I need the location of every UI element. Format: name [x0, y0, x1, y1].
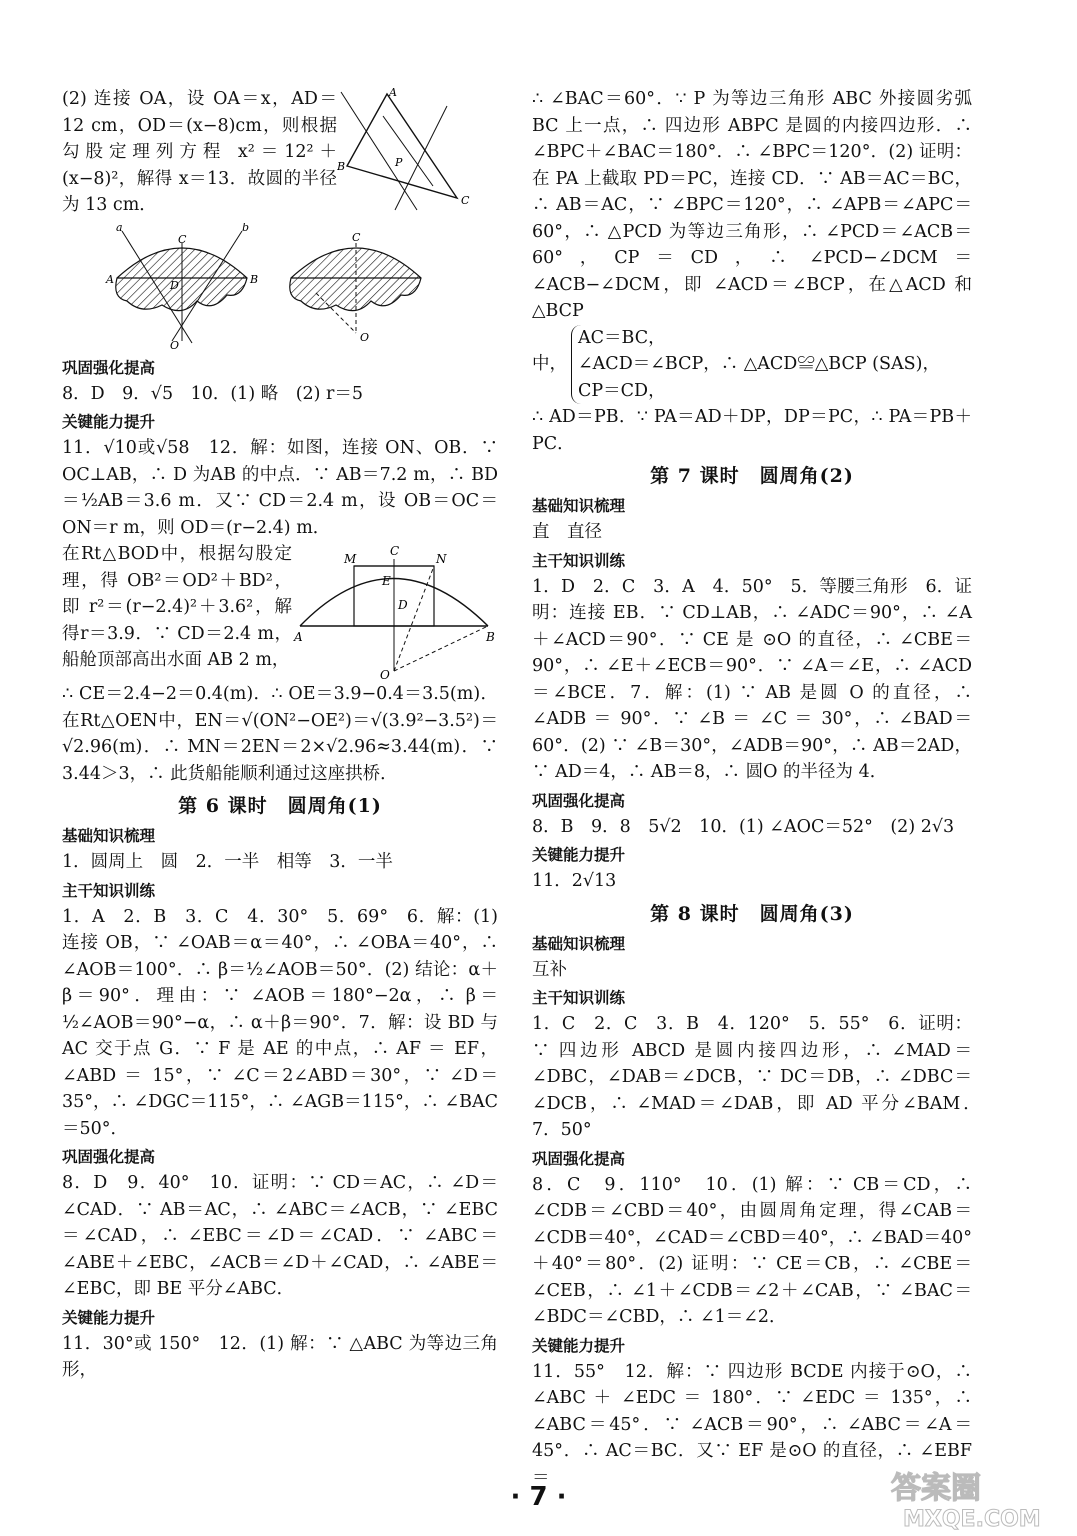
- section-heading: 基础知识梳理: [62, 827, 156, 845]
- section-heading: 巩固强化提高: [532, 791, 626, 810]
- answer-text: 互补: [532, 959, 567, 980]
- answer-text: ∴ ∠BAC＝60°．∵ P 为等边三角形 ABC 外接圆劣弧 BC 上一点，∴ 四边形 ABPC 是圆的内接四边形．∴ ∠BPC＋∠BAC＝180°．∴ ∠BPC＝120°．(2) 证明：在 PA 上截取 PD＝PC，连接 CD．∵ AB＝AC＝BC，∴ AB＝AC，∵ ∠BPC＝120°，∴ ∠APB＝∠APC＝60°，∴ △PCD 为等边三角形，∴ ∠PCD＝∠ACB＝60°，CP＝CD，∴ ∠PCD−∠DCM＝∠ACB−∠DCM，即 ∠ACD＝∠BCP，在△ACD 和△BCP: [532, 89, 972, 321]
- fig-label: C: [352, 230, 361, 244]
- lesson-title: 第 6 课时 圆周角(1): [178, 795, 382, 817]
- answer-text: 11．30°或 150° 12．(1) 解：∵ △ABC 为等边三角形，: [62, 1333, 498, 1380]
- answer-text: 8．B 9．8 5√2 10．(1) ∠AOC＝52° (2) 2√3: [532, 816, 955, 837]
- answer-text: 1．圆周上 圆 2．一半 相等 3．一半: [62, 852, 393, 872]
- section-heading: 巩固强化提高: [532, 1149, 626, 1168]
- fig-label: C: [178, 232, 187, 246]
- fig-label: D: [398, 598, 408, 612]
- section-heading: 关键能力提升: [62, 1308, 156, 1327]
- svg-text:MXQE.COM: MXQE.COM: [903, 1507, 1041, 1532]
- fig-label: B: [250, 272, 259, 286]
- fig-label: O: [170, 338, 180, 352]
- answer-text: 1．A 2．B 3．C 4．30° 5．69° 6．解：(1) 连接 OB，∵ ∠OAB＝α＝40°，∴ ∠OBA＝40°，∴ ∠AOB＝100°．∴ β＝½∠AOB＝50°．(2) 结论：α＋β＝90°．理由：∵ ∠AOB＝180°−2α，∴ β＝½∠AOB＝90°−α，∴ α＋β＝90°．7．解：设 BD 与 AC 交于点 G．∵ F 是 AE 的中点，∴ AF ＝ EF，∠ABD ＝ 15°，∵ ∠C＝2∠ABD＝30°，∵ ∠D＝35°，∴ ∠DGC＝115°，∴ ∠AGB＝115°，∴ ∠BAC＝50°．: [62, 906, 498, 1139]
- section-heading: 关键能力提升: [532, 1336, 626, 1355]
- answer-text: 11．55° 12．解：∵ 四边形 BCDE 内接于⊙O，∴ ∠ABC ＋ ∠EDC ＝ 180°．∵ ∠EDC ＝ 135°，∴ ∠ABC＝45°．∵ ∠ACB＝90°，∴ ∠ABC＝∠A＝45°．∴ AC＝BC．又∵ EF 是⊙O 的直径，∴ ∠EBF＝: [532, 1361, 972, 1488]
- answer-text: 1．D 2．C 3．A 4．50° 5．等腰三角形 6．证明：连接 EB．∵ CD⊥AB，∴ ∠ADC＝90°，∴ ∠A＋∠ACD＝90°．∵ CE 是 ⊙O 的直径，∴ ∠CBE＝90°，∴ ∠E＋∠ECB＝90°．∵ ∠A＝∠E，∴ ∠ACD＝∠BCE．7．解：(1) ∵ AB 是圆 O 的直径，∴ ∠ADB ＝ 90°．∵ ∠B ＝ ∠C ＝ 30°，∴ ∠BAD＝60°．(2) ∵ ∠B＝30°，∠ADB＝90°，∴ AB＝2AD，∵ AD＝4，∴ AB＝8，∴ 圆O 的半径为 4．: [532, 576, 972, 782]
- triangle-construction-figure: [337, 86, 497, 216]
- arch-figure-left: [102, 223, 262, 353]
- section-heading: 关键能力提升: [532, 846, 626, 864]
- svg-text:答案圈: 答案圈: [891, 1471, 981, 1506]
- brace-line: ∠ACD＝∠BCP，∴ △ACD≌△BCP (SAS)，: [578, 354, 940, 374]
- fig-label: P: [395, 156, 403, 169]
- watermark-logo: [887, 1468, 1057, 1532]
- section-heading: 巩固强化提高: [62, 1148, 156, 1166]
- brace-lines: [571, 325, 940, 405]
- right-column: [532, 86, 990, 1491]
- section-heading: 主干知识训练: [532, 551, 626, 570]
- left-column: [62, 86, 498, 1384]
- fig-label: M: [344, 552, 357, 566]
- section-heading: 基础知识梳理: [532, 497, 626, 515]
- fig-label: B: [486, 630, 495, 644]
- answer-text: 直 直径: [532, 522, 602, 542]
- bridge-arch-figure: [292, 541, 497, 681]
- answer-block-2: [62, 86, 498, 219]
- lesson-title: 第 7 课时 圆周角(2): [650, 465, 854, 487]
- fig-label: C: [390, 544, 400, 558]
- page-number: · 7 ·: [510, 1482, 567, 1512]
- answer-text: (2) 连接 OA，设 OA＝x，AD＝12 cm，OD＝(x−8)cm，则根据勾股定理列方程 x²＝12²＋(x−8)²，解得 x＝13．故圆的半径为 13 cm．: [62, 89, 337, 215]
- section-heading: 基础知识梳理: [532, 934, 626, 953]
- arch-figures: [102, 223, 498, 353]
- answer-text: 8．D 9．√5 10．(1) 略 (2) r＝5: [62, 383, 364, 404]
- fig-label: B: [337, 160, 346, 173]
- fig-label: E: [382, 574, 391, 588]
- brace-line: AC＝BC，: [578, 327, 666, 348]
- fig-label: A: [389, 86, 397, 99]
- fig-label: O: [380, 668, 390, 681]
- answer-block-12: [62, 541, 498, 681]
- brace-prefix: 中，: [532, 354, 567, 374]
- fig-label: a: [116, 222, 123, 234]
- fig-label: D: [170, 278, 179, 292]
- equation-system: [532, 325, 972, 405]
- answer-text: 1．C 2．C 3．B 4．120° 5．55° 6．证明：∵ 四边形 ABCD 是圆内接四边形，∴ ∠MAD＝∠DBC，∠DAB＝∠DCB，∵ DC＝DB，∴ ∠DBC＝∠DCB，∴ ∠MAD＝∠DAB，即 AD 平分∠BAM． 7．50°: [532, 1014, 990, 1140]
- answer-text: 8．C 9．110° 10．(1) 解：∵ CB＝CD，∴ ∠CDB＝∠CBD＝40°，由圆周角定理，得∠CAB＝∠CDB＝40°，∠CAD＝∠CBD＝40°，∴ ∠BAD＝40°＋40°＝80°．(2) 证明：∵ CE＝CB，∴ ∠CBE＝∠CEB，∴ ∠1＋∠CDB＝∠2＋∠CAB，∵ ∠BAC＝∠BDC＝∠CBD，∴ ∠1＝∠2．: [532, 1174, 972, 1327]
- section-heading: 主干知识训练: [62, 881, 156, 900]
- section-heading: 主干知识训练: [532, 989, 626, 1007]
- answer-text: ∴ AD＝PB．∵ PA＝AD＋DP，DP＝PC，∴ PA＝PB＋PC．: [532, 407, 972, 454]
- lesson-title: 第 8 课时 圆周角(3): [650, 902, 854, 925]
- fig-label: A: [294, 630, 303, 644]
- answer-text: 11．√10或√58 12．解：如图，连接 ON、OB．∵ OC⊥AB，∴ D 为AB 的中点．∵ AB＝7.2 m，∴ BD＝½AB＝3.6 m．又∵ CD＝2.4 m，设 OB＝OC＝ON＝r m，则 OD＝(r−2.4) m．: [62, 438, 498, 538]
- fig-label: A: [106, 272, 114, 286]
- answer-text: 8．D 9．40° 10．证明：∵ CD＝AC，∴ ∠D＝∠CAD．∵ AB＝AC，∴ ∠ABC＝∠ACB，∵ ∠EBC＝∠CAD，∴ ∠EBC＝∠D＝∠CAD．∵ ∠ABC＝∠ABE＋∠EBC，∠ACB＝∠D＋∠CAD，∴ ∠ABE＝∠EBC，即 BE 平分∠ABC．: [62, 1173, 498, 1299]
- fig-label: N: [436, 552, 447, 566]
- fig-label: b: [242, 222, 250, 234]
- arch-figure-right: [276, 223, 446, 353]
- section-heading: 关键能力提升: [62, 413, 156, 431]
- fig-label: O: [360, 330, 370, 344]
- answer-text: ∴ CE＝2.4−2＝0.4(m)．∴ OE＝3.9−0.4＝3.5(m)．在Rt△OEN中，EN＝√(ON²−OE²)＝√(3.9²−3.5²)＝√2.96(m)．∴ MN＝2EN＝2×√2.96≈3.44(m)．∵ 3.44＞3，∴ 此货船能顺利通过这座拱桥．: [62, 684, 498, 784]
- fig-label: C: [461, 194, 470, 207]
- section-heading: 巩固强化提高: [62, 358, 156, 377]
- answer-text: 11．2√13: [532, 871, 617, 891]
- brace-line: CP＝CD，: [578, 380, 666, 401]
- answer-text: 在Rt△BOD中，根据勾股定理，得 OB²＝OD²＋BD²，即 r²＝(r−2.4)²＋3.6²，解得r＝3.9．∵ CD＝2.4 m，船舱顶部高出水面 AB 2 m，: [62, 544, 292, 670]
